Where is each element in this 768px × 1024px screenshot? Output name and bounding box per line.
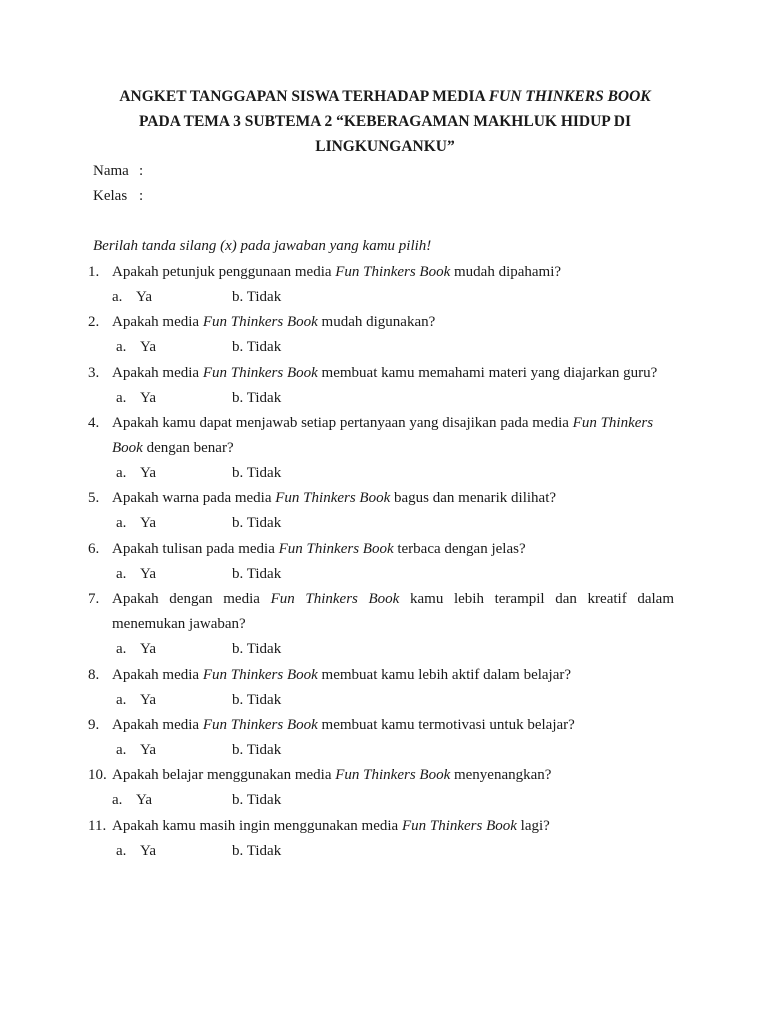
media-name: Fun Thinkers Book [278, 541, 394, 557]
question-text-post: lagi? [516, 818, 550, 834]
question-4 [88, 411, 674, 461]
question-text-post: dengan benar? [142, 440, 234, 456]
option-b-label: b. Tidak [232, 339, 282, 355]
name-field [93, 159, 144, 184]
option-b-label: b. Tidak [232, 692, 282, 708]
question-text [112, 361, 674, 386]
name-label: Nama [93, 163, 129, 179]
question-number: 11. [88, 818, 107, 834]
option-a-letter: a. [116, 339, 127, 355]
question-text-pre: Apakah media [112, 314, 203, 330]
question-number: 3. [88, 365, 100, 381]
question-number: 1. [88, 264, 100, 280]
question-text [112, 310, 674, 335]
option-a-label: Ya [140, 465, 156, 481]
question-text [112, 486, 674, 511]
question-text-pre: Apakah warna pada media [112, 490, 276, 506]
option-a-label: Ya [140, 641, 156, 657]
option-b-label: b. Tidak [232, 515, 282, 531]
question-text-pre: Apakah kamu dapat menjawab setiap pertanyaan yang disajikan pada media [112, 415, 573, 431]
question-text-line-2 [112, 436, 674, 461]
title-line-3: LINGKUNGANKU” [315, 138, 455, 155]
title-line-2: PADA TEMA 3 SUBTEMA 2 “KEBERAGAMAN MAKHLUK HIDUP DI [138, 113, 632, 130]
option-a-letter: a. [116, 692, 127, 708]
option-a-letter: a. [116, 566, 127, 582]
question-number: 5. [88, 490, 100, 506]
option-a-letter: a. [112, 289, 123, 305]
option-b-label: b. Tidak [232, 843, 282, 859]
question-text [112, 537, 674, 562]
option-a-letter: a. [116, 843, 127, 859]
class-field [93, 184, 144, 209]
option-b-label: b. Tidak [232, 465, 282, 481]
option-a-label: Ya [140, 515, 156, 531]
title-media-name: FUN THINKERS BOOK [488, 88, 651, 105]
instruction: Berilah tanda silang (x) pada jawaban yang kamu pilih! [93, 238, 432, 254]
option-a-letter: a. [116, 641, 127, 657]
option-a-label: Ya [136, 792, 152, 808]
question-number: 4. [88, 415, 100, 431]
option-b-label: b. Tidak [232, 742, 282, 758]
option-a-letter: a. [116, 742, 127, 758]
question-text-pre: Apakah tulisan pada media [112, 541, 279, 557]
question-number: 8. [88, 667, 100, 683]
question-text [112, 814, 674, 839]
question-number: 7. [88, 591, 100, 607]
option-b-label: b. Tidak [232, 289, 282, 305]
question-number: 10. [88, 767, 107, 783]
question-text-post: membuat kamu lebih aktif dalam belajar? [317, 667, 572, 683]
option-a-label: Ya [140, 390, 156, 406]
media-name-part-1: Fun Thinkers [572, 415, 654, 431]
question-text-pre: Apakah petunjuk penggunaan media [112, 264, 336, 280]
question-number: 2. [88, 314, 100, 330]
option-a-label: Ya [140, 339, 156, 355]
media-name: Fun Thinkers Book [202, 365, 318, 381]
question-text-post: mudah dipahami? [450, 264, 562, 280]
question-number: 9. [88, 717, 100, 733]
class-label: Kelas [93, 188, 128, 204]
option-a-letter: a. [116, 465, 127, 481]
question-text-pre: Apakah media [112, 717, 203, 733]
option-a-label: Ya [136, 289, 152, 305]
question-text-pre: Apakah belajar menggunakan media [112, 767, 336, 783]
question-text [112, 260, 674, 285]
question-text [112, 713, 674, 738]
question-text-pre: Apakah kamu masih ingin menggunakan media [112, 818, 402, 834]
name-colon: : [139, 163, 144, 179]
media-name: Fun Thinkers Book [202, 314, 318, 330]
question-7 [88, 587, 674, 637]
option-a-letter: a. [116, 390, 127, 406]
media-name: Fun Thinkers Book [270, 591, 400, 607]
question-text [112, 763, 674, 788]
question-text-line-2: menemukan jawaban? [112, 616, 246, 632]
question-text-post: membuat kamu termotivasi untuk belajar? [317, 717, 575, 733]
title-line-1 [88, 84, 682, 109]
option-a-label: Ya [140, 742, 156, 758]
media-name: Fun Thinkers Book [335, 264, 451, 280]
option-a-label: Ya [140, 566, 156, 582]
question-text [112, 663, 674, 688]
question-text-post: mudah digunakan? [317, 314, 436, 330]
option-b-label: b. Tidak [232, 792, 282, 808]
title-line-1-plain: ANGKET TANGGAPAN SISWA TERHADAP MEDIA [119, 88, 489, 105]
question-text-line-1 [112, 411, 674, 436]
option-b-label: b. Tidak [232, 641, 282, 657]
media-name: Fun Thinkers Book [202, 717, 318, 733]
question-text-post: menyenangkan? [450, 767, 552, 783]
question-text-post: membuat kamu memahami materi yang diajarkan guru? [317, 365, 658, 381]
option-a-label: Ya [140, 843, 156, 859]
option-b-label: b. Tidak [232, 566, 282, 582]
media-name: Fun Thinkers Book [335, 767, 451, 783]
class-colon: : [139, 188, 144, 204]
media-name: Fun Thinkers Book [401, 818, 517, 834]
media-name: Fun Thinkers Book [275, 490, 391, 506]
question-text-post: bagus dan menarik dilihat? [390, 490, 557, 506]
question-text-line-1 [112, 587, 674, 612]
question-text-post: kamu lebih terampil dan kreatif dalam [399, 591, 674, 607]
question-text-pre: Apakah dengan media [112, 591, 271, 607]
media-name: Fun Thinkers Book [202, 667, 318, 683]
option-a-letter: a. [112, 792, 123, 808]
option-b-label: b. Tidak [232, 390, 282, 406]
question-text-post: terbaca dengan jelas? [393, 541, 526, 557]
question-text-pre: Apakah media [112, 365, 203, 381]
media-name-part-2: Book [112, 440, 143, 456]
option-a-label: Ya [140, 692, 156, 708]
question-number: 6. [88, 541, 100, 557]
option-a-letter: a. [116, 515, 127, 531]
question-text-pre: Apakah media [112, 667, 203, 683]
